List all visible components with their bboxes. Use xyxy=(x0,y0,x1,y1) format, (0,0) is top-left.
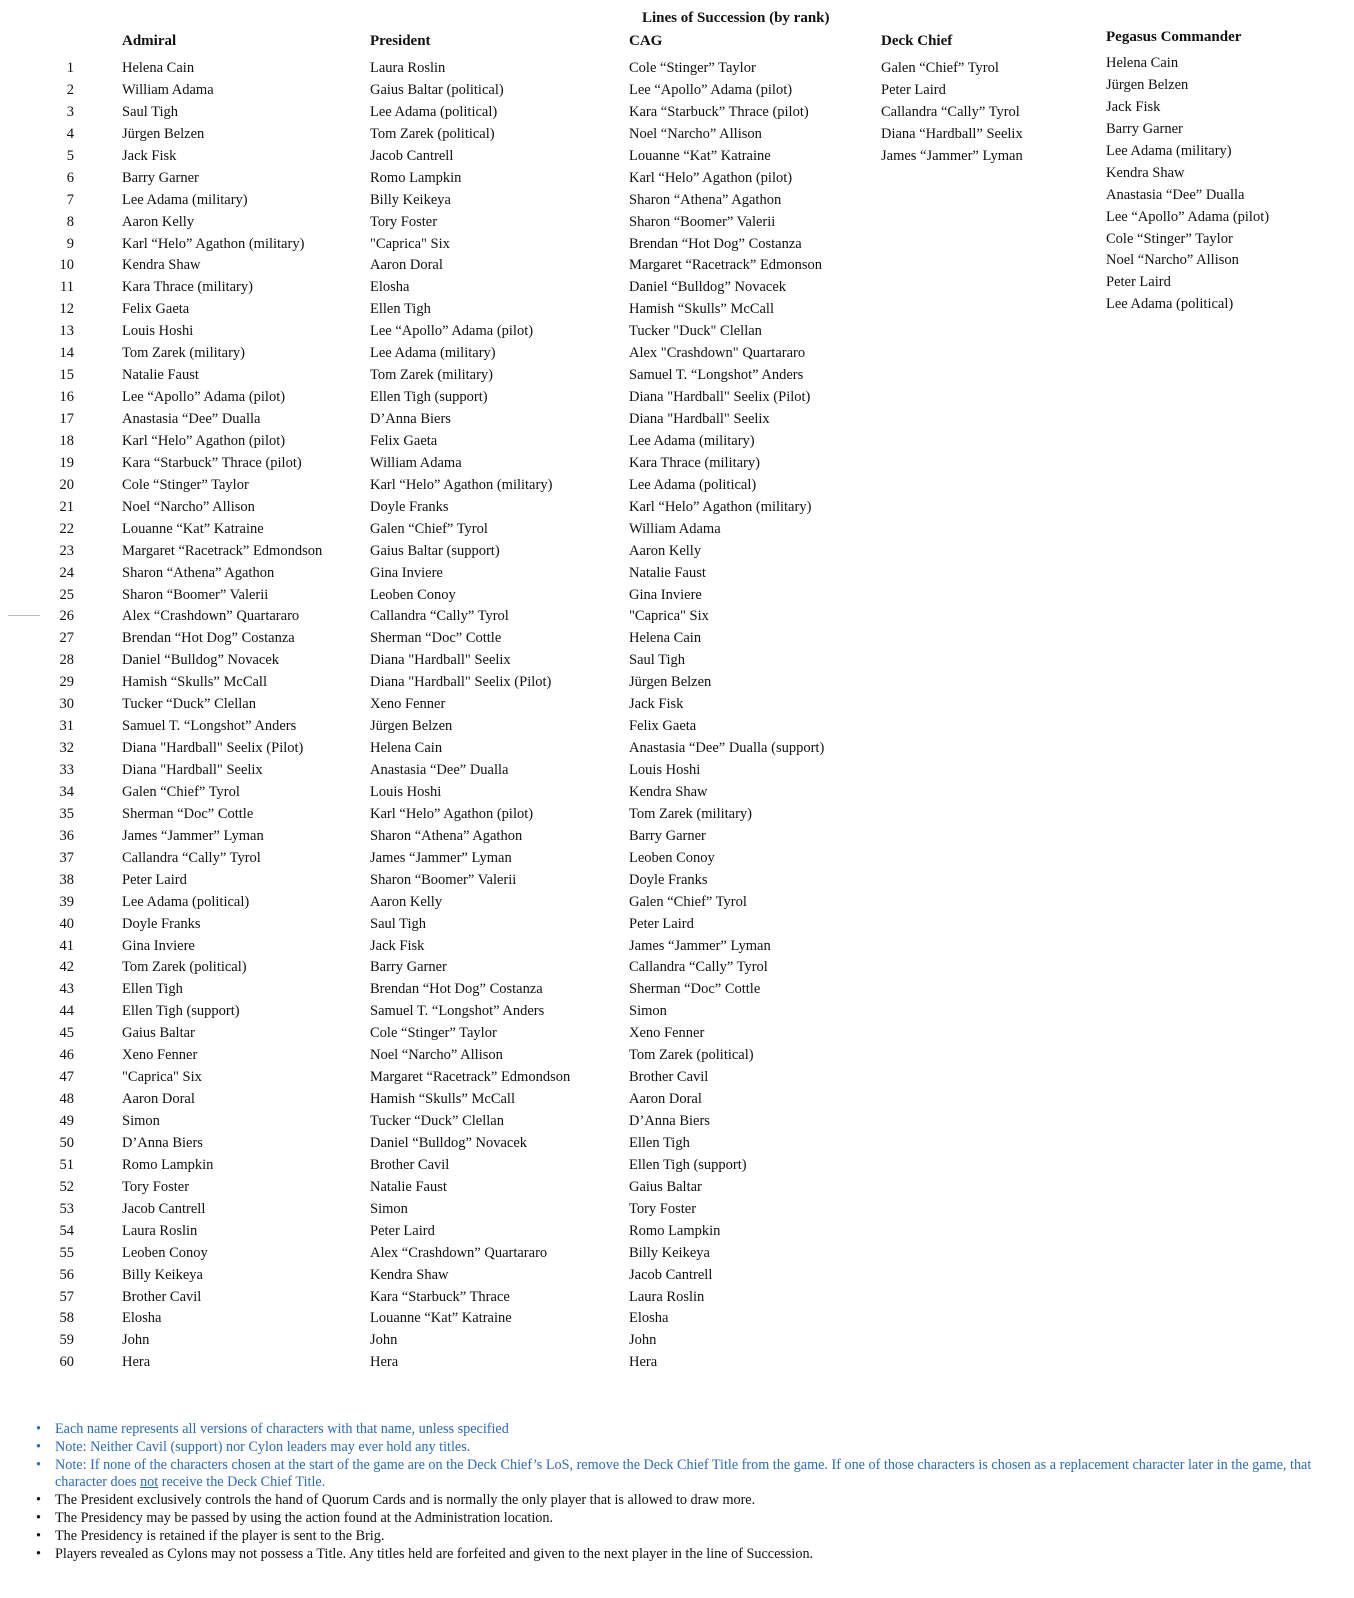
note-item: • Note: Neither Cavil (support) nor Cylon leaders may ever hold any titles. xyxy=(36,1438,471,1455)
cag-list-item: Gina Inviere xyxy=(629,586,702,603)
cag-list-item: Samuel T. “Longshot” Anders xyxy=(629,367,804,384)
president-succession-list xyxy=(370,58,570,1374)
president-list-item: Romo Lampkin xyxy=(370,169,462,186)
admiral-list-item: Lee Adama (military) xyxy=(122,191,248,208)
cag-list-item: John xyxy=(629,1332,657,1349)
deck-chief-list-item: Diana “Hardball” Seelix xyxy=(881,125,1023,142)
president-list-item: Tom Zarek (political) xyxy=(370,125,495,142)
rank-number: 7 xyxy=(66,191,74,208)
rank-number: 14 xyxy=(59,345,74,362)
rank-number: 8 xyxy=(66,213,74,230)
president-list-item: Tory Foster xyxy=(370,213,438,230)
cag-list-item: Tom Zarek (military) xyxy=(629,805,752,822)
admiral-list-item: Brother Cavil xyxy=(122,1288,202,1305)
rank-number: 33 xyxy=(59,762,74,778)
rank-number: 21 xyxy=(59,498,74,515)
pegasus-list-item: Noel “Narcho” Allison xyxy=(1106,252,1239,269)
admiral-list-item: Elosha xyxy=(122,1310,162,1327)
bullet-icon: • xyxy=(36,1456,41,1473)
admiral-list-item: Aaron Kelly xyxy=(122,213,195,230)
rank-number: 4 xyxy=(66,125,74,142)
admiral-list-item: Tory Foster xyxy=(122,1178,190,1195)
rank-number: 44 xyxy=(59,1003,74,1020)
cag-list-item: Jacob Cantrell xyxy=(629,1266,713,1283)
admiral-list-item: Billy Keikeya xyxy=(122,1266,203,1283)
president-list-item: Doyle Franks xyxy=(370,498,449,515)
president-list-item: Tom Zarek (military) xyxy=(370,367,493,384)
rank-number: 31 xyxy=(59,718,74,735)
admiral-list-item: Alex “Crashdown” Quartararo xyxy=(122,608,300,625)
admiral-succession-list xyxy=(122,58,322,1374)
admiral-list-item: Aaron Doral xyxy=(122,1091,195,1108)
cag-list-item: Hamish “Skulls” McCall xyxy=(629,301,774,318)
president-list-item: Callandra “Cally” Tyrol xyxy=(370,608,509,625)
admiral-list-item: Romo Lampkin xyxy=(122,1156,214,1173)
rank-number: 30 xyxy=(59,696,74,713)
rank-number: 26 xyxy=(59,608,74,625)
pegasus-list-item: Lee Adama (political) xyxy=(1106,296,1234,313)
president-list-item: Kara “Starbuck” Thrace xyxy=(370,1288,510,1305)
cag-list-item: Jürgen Belzen xyxy=(629,674,712,691)
admiral-list-item: Barry Garner xyxy=(122,169,199,186)
rank-number: 34 xyxy=(59,783,74,800)
admiral-list-item: Tom Zarek (military) xyxy=(122,345,245,362)
president-list-item: John xyxy=(370,1332,398,1349)
president-list-item: Gaius Baltar (political) xyxy=(370,81,504,98)
admiral-list-item: Sharon “Boomer” Valerii xyxy=(122,586,269,603)
cag-list-item: Sherman “Doc” Cottle xyxy=(629,981,761,998)
pegasus-list-item: Barry Garner xyxy=(1106,120,1183,137)
pegasus-list-item: Lee “Apollo” Adama (pilot) xyxy=(1106,208,1270,225)
rank-number: 13 xyxy=(59,323,74,340)
president-list-item: Lee “Apollo” Adama (pilot) xyxy=(370,323,534,340)
cag-list-item: Aaron Doral xyxy=(629,1091,702,1108)
president-list-item: Lee Adama (military) xyxy=(370,345,496,362)
cag-list-item: Tucker "Duck" Clellan xyxy=(629,323,762,340)
rank-number: 24 xyxy=(59,564,74,581)
rank-number: 56 xyxy=(59,1266,74,1283)
cag-list-item: Lee Adama (political) xyxy=(629,476,757,493)
president-list-item: Aaron Doral xyxy=(370,257,443,274)
cag-list-item: Daniel “Bulldog” Novacek xyxy=(629,279,787,296)
president-list-item: Sherman “Doc” Cottle xyxy=(370,630,502,647)
cag-list-item: Saul Tigh xyxy=(629,652,686,669)
president-list-item: Diana "Hardball" Seelix (Pilot) xyxy=(370,674,552,691)
admiral-list-item: Ellen Tigh xyxy=(122,981,183,998)
rank-number: 57 xyxy=(59,1288,74,1305)
rank-number: 53 xyxy=(59,1200,74,1217)
president-list-item: Karl “Helo” Agathon (pilot) xyxy=(370,805,534,822)
rank-number: 18 xyxy=(59,432,74,449)
admiral-list-item: Saul Tigh xyxy=(122,103,179,120)
president-list-item: Gaius Baltar (support) xyxy=(370,542,500,559)
president-list-item: Samuel T. “Longshot” Anders xyxy=(370,1003,545,1020)
admiral-list-item: Tucker “Duck” Clellan xyxy=(122,696,256,713)
cag-list-item: James “Jammer” Lyman xyxy=(629,937,771,954)
cag-list-item: Karl “Helo” Agathon (pilot) xyxy=(629,169,793,186)
rank-number: 51 xyxy=(59,1156,74,1173)
rank-number: 1 xyxy=(66,60,74,76)
admiral-list-item: John xyxy=(122,1332,150,1349)
admiral-list-item: Jürgen Belzen xyxy=(122,125,205,142)
cag-list-item: William Adama xyxy=(629,520,721,537)
rank-number: 59 xyxy=(59,1332,74,1349)
president-list-item: Ellen Tigh xyxy=(370,301,431,318)
cag-list-item: Margaret “Racetrack” Edmonson xyxy=(629,257,822,274)
cag-list-item: Billy Keikeya xyxy=(629,1244,710,1261)
rank-number: 39 xyxy=(59,893,74,910)
cag-list-item: Lee Adama (military) xyxy=(629,432,755,449)
admiral-list-item: Tom Zarek (political) xyxy=(122,959,247,976)
president-list-item: Cole “Stinger” Taylor xyxy=(370,1025,497,1042)
president-list-item: Lee Adama (political) xyxy=(370,103,498,120)
president-list-item: Leoben Conoy xyxy=(370,586,456,603)
page-title: Lines of Succession (by rank) xyxy=(642,10,830,26)
rank-number: 49 xyxy=(59,1113,74,1129)
admiral-list-item: Lee Adama (political) xyxy=(122,893,250,910)
cag-list-item: Jack Fisk xyxy=(629,696,684,713)
cag-list-item: Noel “Narcho” Allison xyxy=(629,125,762,142)
admiral-list-item: Karl “Helo” Agathon (military) xyxy=(122,235,305,252)
cag-list-item: Galen “Chief” Tyrol xyxy=(629,893,747,910)
admiral-list-item: Louis Hoshi xyxy=(122,323,194,340)
admiral-list-item: Simon xyxy=(122,1113,160,1129)
pegasus-list-item: Helena Cain xyxy=(1106,55,1179,71)
rank-number: 16 xyxy=(59,389,74,406)
pegasus-list-item: Kendra Shaw xyxy=(1106,164,1185,181)
note-item: • Players revealed as Cylons may not possess a Title. Any titles held are forfeited and given to the next player in the line of Succession. xyxy=(36,1545,814,1562)
bullet-icon: • xyxy=(36,1492,41,1509)
rank-number: 43 xyxy=(59,981,74,998)
president-list-item: Simon xyxy=(370,1200,408,1217)
admiral-list-item: Helena Cain xyxy=(122,60,195,76)
cag-list-item: Kara Thrace (military) xyxy=(629,454,760,471)
admiral-list-item: Peter Laird xyxy=(122,871,187,888)
rank-number: 6 xyxy=(66,169,74,186)
note-item: • The Presidency is retained if the player is sent to the Brig. xyxy=(36,1527,385,1544)
cag-list-item: Simon xyxy=(629,1003,667,1020)
rank-number: 37 xyxy=(59,849,74,866)
rank-number: 17 xyxy=(59,411,74,427)
cag-list-item: Gaius Baltar xyxy=(629,1178,702,1195)
cag-list-item: Laura Roslin xyxy=(629,1288,705,1305)
admiral-list-item: Hera xyxy=(122,1354,151,1371)
president-list-item: D’Anna Biers xyxy=(370,411,451,427)
cag-list-item: Leoben Conoy xyxy=(629,849,715,866)
cag-succession-list xyxy=(629,58,824,1374)
admiral-list-item: Sherman “Doc” Cottle xyxy=(122,805,254,822)
president-list-item: William Adama xyxy=(370,454,462,471)
cag-list-item: Felix Gaeta xyxy=(629,718,697,735)
rank-number: 10 xyxy=(59,257,74,274)
president-list-item: Jack Fisk xyxy=(370,937,425,954)
admiral-list-item: Margaret “Racetrack” Edmondson xyxy=(122,542,323,559)
president-list-item: Margaret “Racetrack” Edmondson xyxy=(370,1069,571,1086)
president-list-item: Karl “Helo” Agathon (military) xyxy=(370,476,553,493)
admiral-list-item: Felix Gaeta xyxy=(122,301,190,318)
pegasus-list-item: Lee Adama (military) xyxy=(1106,142,1232,159)
president-list-item: Jacob Cantrell xyxy=(370,147,454,164)
rank-number: 32 xyxy=(59,740,74,757)
president-list-item: Saul Tigh xyxy=(370,915,427,932)
cag-list-item: Sharon “Boomer” Valerii xyxy=(629,213,776,230)
admiral-list-item: Daniel “Bulldog” Novacek xyxy=(122,652,280,669)
admiral-list-item: Doyle Franks xyxy=(122,915,201,932)
cag-list-item: Karl “Helo” Agathon (military) xyxy=(629,498,812,515)
admiral-list-item: Natalie Faust xyxy=(122,367,199,384)
admiral-list-item: Louanne “Kat” Katraine xyxy=(122,520,264,537)
rank-number: 47 xyxy=(59,1069,74,1086)
cag-list-item: Kendra Shaw xyxy=(629,783,708,800)
note-item: • Note: If none of the characters chosen at the start of the game are on the Deck Chief’s LoS, remove the Deck Chief Title from the game. If one of those characters is chosen as a replacement character later in the game, that character does not receive the Deck Chief Title. xyxy=(36,1456,1312,1491)
cag-list-item: Tom Zarek (political) xyxy=(629,1047,754,1064)
cag-list-item: Louanne “Kat” Katraine xyxy=(629,147,771,164)
admiral-list-item: James “Jammer” Lyman xyxy=(122,827,264,844)
cag-list-item: Diana "Hardball" Seelix xyxy=(629,411,770,427)
cag-list-item: Ellen Tigh xyxy=(629,1134,690,1151)
rank-number: 36 xyxy=(59,827,74,844)
cag-list-item: Peter Laird xyxy=(629,915,694,932)
admiral-list-item: Jack Fisk xyxy=(122,147,177,164)
admiral-list-item: Noel “Narcho” Allison xyxy=(122,498,255,515)
admiral-list-item: Diana "Hardball" Seelix xyxy=(122,762,263,778)
rank-number: 42 xyxy=(59,959,74,976)
cag-list-item: Barry Garner xyxy=(629,827,706,844)
admiral-list-item: Jacob Cantrell xyxy=(122,1200,206,1217)
president-list-item: Noel “Narcho” Allison xyxy=(370,1047,503,1064)
admiral-list-item: Kara Thrace (military) xyxy=(122,279,253,296)
cag-list-item: "Caprica" Six xyxy=(629,608,709,625)
president-list-item: "Caprica" Six xyxy=(370,235,450,252)
pegasus-list-item: Cole “Stinger” Taylor xyxy=(1106,230,1233,247)
cag-list-item: Helena Cain xyxy=(629,630,702,647)
note-item: • The President exclusively controls the hand of Quorum Cards and is normally the only player that is allowed to draw more. xyxy=(36,1492,756,1509)
president-list-item: Brendan “Hot Dog” Costanza xyxy=(370,981,543,998)
bullet-icon: • xyxy=(36,1545,41,1562)
bullet-icon: • xyxy=(36,1527,41,1544)
admiral-list-item: William Adama xyxy=(122,81,214,98)
cag-list-item: Aaron Kelly xyxy=(629,542,702,559)
admiral-list-item: "Caprica" Six xyxy=(122,1069,202,1086)
president-list-item: Ellen Tigh (support) xyxy=(370,389,488,406)
president-list-item: Billy Keikeya xyxy=(370,191,451,208)
header-pegasus-commander: Pegasus Commander xyxy=(1106,29,1242,45)
president-list-item: Kendra Shaw xyxy=(370,1266,449,1283)
president-list-item: Felix Gaeta xyxy=(370,432,438,449)
cag-list-item: Elosha xyxy=(629,1310,669,1327)
deck-chief-list-item: Galen “Chief” Tyrol xyxy=(881,60,999,76)
admiral-list-item: Xeno Fenner xyxy=(122,1047,198,1064)
cag-list-item: D’Anna Biers xyxy=(629,1113,710,1129)
deck-chief-list-item: Peter Laird xyxy=(881,81,946,98)
rank-number: 12 xyxy=(59,301,74,318)
president-list-item: Jürgen Belzen xyxy=(370,718,453,735)
president-list-item: Natalie Faust xyxy=(370,1178,447,1195)
president-list-item: Laura Roslin xyxy=(370,60,446,76)
rank-number: 20 xyxy=(59,476,74,493)
admiral-list-item: Lee “Apollo” Adama (pilot) xyxy=(122,389,286,406)
admiral-list-item: Cole “Stinger” Taylor xyxy=(122,476,249,493)
deck-chief-list-item: James “Jammer” Lyman xyxy=(881,147,1023,164)
cag-list-item: Louis Hoshi xyxy=(629,762,701,778)
admiral-list-item: Karl “Helo” Agathon (pilot) xyxy=(122,432,286,449)
president-list-item: Sharon “Athena” Agathon xyxy=(370,827,523,844)
admiral-list-item: Gaius Baltar xyxy=(122,1025,195,1042)
rank-number-column xyxy=(52,58,74,1374)
header-cag: CAG xyxy=(629,33,663,49)
cag-list-item: Sharon “Athena” Agathon xyxy=(629,191,782,208)
cag-list-item: Anastasia “Dee” Dualla (support) xyxy=(629,740,825,757)
bullet-icon: • xyxy=(36,1509,41,1526)
president-list-item: Anastasia “Dee” Dualla xyxy=(370,762,509,778)
pegasus-list-item: Jürgen Belzen xyxy=(1106,76,1189,93)
admiral-list-item: Sharon “Athena” Agathon xyxy=(122,564,275,581)
rank-number: 46 xyxy=(59,1047,74,1064)
cag-list-item: Natalie Faust xyxy=(629,564,706,581)
header-admiral: Admiral xyxy=(122,33,177,49)
rank-number: 11 xyxy=(60,279,74,296)
admiral-list-item: D’Anna Biers xyxy=(122,1134,203,1151)
cag-list-item: Hera xyxy=(629,1354,658,1371)
rank-number: 27 xyxy=(59,630,74,647)
cag-list-item: Xeno Fenner xyxy=(629,1025,705,1042)
admiral-list-item: Galen “Chief” Tyrol xyxy=(122,783,240,800)
admiral-list-item: Kara “Starbuck” Thrace (pilot) xyxy=(122,454,302,471)
header-president: President xyxy=(370,33,431,49)
rank-number: 2 xyxy=(66,81,74,98)
president-list-item: Louis Hoshi xyxy=(370,783,442,800)
pegasus-list-item: Anastasia “Dee” Dualla xyxy=(1106,186,1245,203)
admiral-list-item: Kendra Shaw xyxy=(122,257,201,274)
rank-number: 3 xyxy=(66,103,74,120)
admiral-list-item: Samuel T. “Longshot” Anders xyxy=(122,718,297,735)
president-list-item: Xeno Fenner xyxy=(370,696,446,713)
cag-list-item: Ellen Tigh (support) xyxy=(629,1156,747,1173)
cag-list-item: Alex "Crashdown" Quartararo xyxy=(629,345,806,362)
bullet-icon: • xyxy=(36,1421,41,1437)
president-list-item: Sharon “Boomer” Valerii xyxy=(370,871,517,888)
cag-list-item: Doyle Franks xyxy=(629,871,708,888)
rank-number: 28 xyxy=(59,652,74,669)
cag-list-item: Brother Cavil xyxy=(629,1069,709,1086)
note-item: • The Presidency may be passed by using the action found at the Administration location. xyxy=(36,1509,554,1526)
pegasus-commander-succession-list xyxy=(1106,53,1269,316)
admiral-list-item: Laura Roslin xyxy=(122,1222,198,1239)
cag-list-item: Tory Foster xyxy=(629,1200,697,1217)
rank-number: 35 xyxy=(59,805,74,822)
rank-number: 54 xyxy=(59,1222,74,1239)
rank-number: 58 xyxy=(59,1310,74,1327)
president-list-item: Gina Inviere xyxy=(370,564,443,581)
bullet-icon: • xyxy=(36,1438,41,1455)
president-list-item: Diana "Hardball" Seelix xyxy=(370,652,511,669)
rank-number: 55 xyxy=(59,1244,74,1261)
president-list-item: Louanne “Kat” Katraine xyxy=(370,1310,512,1327)
deck-chief-succession-list xyxy=(881,58,1023,168)
cag-list-item: Lee “Apollo” Adama (pilot) xyxy=(629,81,793,98)
rank-number: 48 xyxy=(59,1091,74,1108)
president-list-item: Galen “Chief” Tyrol xyxy=(370,520,488,537)
rank-number: 25 xyxy=(59,586,74,603)
president-list-item: Brother Cavil xyxy=(370,1156,450,1173)
deck-chief-list-item: Callandra “Cally” Tyrol xyxy=(881,103,1020,120)
margin-mark xyxy=(8,615,40,616)
rank-number: 22 xyxy=(59,520,74,537)
cag-list-item: Romo Lampkin xyxy=(629,1222,721,1239)
rank-number: 52 xyxy=(59,1178,74,1195)
rank-number: 45 xyxy=(59,1025,74,1042)
president-list-item: Tucker “Duck” Clellan xyxy=(370,1113,504,1129)
cag-list-item: Callandra “Cally” Tyrol xyxy=(629,959,768,976)
admiral-list-item: Anastasia “Dee” Dualla xyxy=(122,411,261,427)
president-list-item: Daniel “Bulldog” Novacek xyxy=(370,1134,528,1151)
president-list-item: Peter Laird xyxy=(370,1222,435,1239)
admiral-list-item: Callandra “Cally” Tyrol xyxy=(122,849,261,866)
admiral-list-item: Diana "Hardball" Seelix (Pilot) xyxy=(122,740,304,757)
cag-list-item: Cole “Stinger” Taylor xyxy=(629,60,756,76)
pegasus-list-item: Peter Laird xyxy=(1106,274,1171,291)
admiral-list-item: Leoben Conoy xyxy=(122,1244,208,1261)
president-list-item: Hamish “Skulls” McCall xyxy=(370,1091,515,1108)
rank-number: 41 xyxy=(59,937,74,954)
rules-notes xyxy=(22,1421,1342,1563)
president-list-item: Aaron Kelly xyxy=(370,893,443,910)
admiral-list-item: Gina Inviere xyxy=(122,937,195,954)
president-list-item: Hera xyxy=(370,1354,399,1371)
rank-number: 9 xyxy=(66,235,74,252)
header-deck-chief: Deck Chief xyxy=(881,33,953,49)
president-list-item: Barry Garner xyxy=(370,959,447,976)
rank-number: 19 xyxy=(59,454,74,471)
rank-number: 15 xyxy=(59,367,74,384)
rank-number: 40 xyxy=(59,915,74,932)
president-list-item: James “Jammer” Lyman xyxy=(370,849,512,866)
president-list-item: Alex “Crashdown” Quartararo xyxy=(370,1244,548,1261)
president-list-item: Elosha xyxy=(370,279,410,296)
rank-number: 60 xyxy=(59,1354,74,1371)
admiral-list-item: Ellen Tigh (support) xyxy=(122,1003,240,1020)
rank-number: 29 xyxy=(59,674,74,691)
admiral-list-item: Hamish “Skulls” McCall xyxy=(122,674,267,691)
admiral-list-item: Brendan “Hot Dog” Costanza xyxy=(122,630,295,647)
president-list-item: Helena Cain xyxy=(370,740,443,757)
rank-number: 5 xyxy=(66,147,74,164)
note-item: • Each name represents all versions of characters with that name, unless specified xyxy=(36,1421,509,1437)
cag-list-item: Kara “Starbuck” Thrace (pilot) xyxy=(629,103,809,120)
pegasus-list-item: Jack Fisk xyxy=(1106,98,1161,115)
rank-number: 23 xyxy=(59,542,74,559)
cag-list-item: Brendan “Hot Dog” Costanza xyxy=(629,235,802,252)
rank-number: 38 xyxy=(59,871,74,888)
rank-number: 50 xyxy=(59,1134,74,1151)
cag-list-item: Diana "Hardball" Seelix (Pilot) xyxy=(629,389,811,406)
